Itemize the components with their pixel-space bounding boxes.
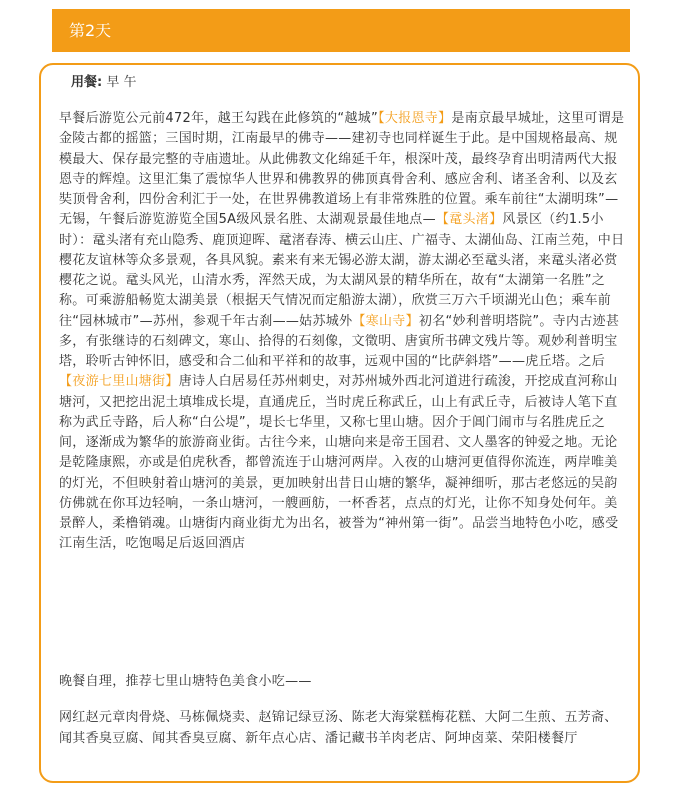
attraction-dabaoen-temple: 【大报恩寺】 — [378, 111, 452, 126]
attraction-shantang-street: 【夜游七里山塘街】 — [59, 374, 179, 390]
attraction-hanshan-temple: 【寒山寺】 — [352, 313, 419, 329]
itinerary-text-2: 是南京最早城址，这里可谓是金陵古都的摇篮；三国时期，江南最早的佛寺——建初寺也同样诞生于此。是中国规格最高、规模最大、保存最完整的寺庙遗址。从此佛教文化绵延千年，根深叶茂，最终孕育出明清两代大报恩寺的辉煌。这里汇集了震惊华人世界和佛教界的佛顶真骨舍利、感应舍利、诸圣舍利、以及玄奘顶骨舍利，四份舍利汇于一处，在世界佛教道场上有非常殊胜的位置。乘车前往“太湖明珠”—无锡，午餐后游览游览全国5A级风景名胜、太湖观景最佳地点— — [59, 111, 625, 228]
itinerary-text-3: 风景区（约1.5小时）：鼋头渚有充山隐秀、鹿顶迎晖、鼋渚春涛、横云山庄、广福寺、太湖仙岛、江南兰苑，中日樱花友谊林等众多景观，各具风貌。素来有来无锡必游太湖，游太湖必至鼋头渚，来鼋头渚必赏樱花之说。鼋头风光，山清水秀，浑然天成，为太湖风景的精华所在，故有“太湖第一名胜”之称。可乘游船畅览太湖美景（根据天气情况而定船游太湖），欣赏三万六千顷湖光山色；乘车前往“园林城市”—苏州，参观千年古刹——姑苏城外 — [59, 212, 625, 329]
food-recommendations: 网红赵元章肉骨烧、马栋佩烧卖、赵锦记绿豆汤、陈老大海棠糕梅花糕、大阿二生煎、五芳斋、闻其香臭豆腐、闻其香臭豆腐、新年点心店、潘记藏书羊肉老店、阿坤卤菜、荣阳楼餐厅 — [59, 710, 618, 746]
meal-value: 早 午 — [106, 75, 137, 90]
meal-info — [71, 73, 136, 93]
attraction-yuantouzhu: 【鼋头渚】 — [435, 212, 503, 228]
itinerary-text-4: 初名“妙利普明塔院”。寺内古迹甚多，有张继诗的石刻碑文，寒山、拾得的石刻像，文徵明、唐寅所书碑文残片等。观妙利普明宝塔，聆听古钟怀旧，感受和合二仙和平祥和的故事，远观中国的“比萨斜塔”——虎丘塔。之后 — [59, 313, 620, 369]
itinerary-text-1: 早餐后游览公元前472年，越王勾践在此修筑的“越城” — [59, 111, 379, 126]
day-label: 第2天 — [69, 21, 112, 40]
itinerary-description — [59, 109, 627, 555]
meal-label: 用餐: — [71, 75, 103, 90]
itinerary-card — [39, 63, 640, 783]
itinerary-text-5: 唐诗人白居易任苏州刺史，对苏州城外西北河道进行疏浚，开挖成直河称山塘河，又把挖出泥土填堆成长堤，直通虎丘，当时虎丘称武丘，山上有武丘寺，后被诗人笔下直称为武丘寺路，后人称“白公堤”，堤长七华里，又称七里山塘。因介于阊门闹市与名胜虎丘之间，逐渐成为繁华的旅游商业街。古往今来，山塘向来是帝王国君、文人墨客的钟爱之地。无论是乾隆康熙，亦或是伯虎秋香，都曾流连于山塘河两岸。入夜的山塘河更值得你流连，两岸唯美的灯光，不但映射着山塘河的美景，更加映射出昔日山塘的繁华，凝神细听，那古老悠远的吴韵仿佛就在你耳边轻响，一条山塘河，一艘画舫，一杯香茗，点点的灯光，让你不知身处何年。美景醉人，柔橹销魂。山塘街内商业街尤为出名，被誉为“神州第一街”。品尝当地特色小吃，感受江南生活，吃饱喝足后返回酒店 — [59, 374, 619, 552]
day-header — [52, 9, 630, 52]
dinner-note: 晚餐自理，推荐七里山塘特色美食小吃—— — [59, 674, 312, 689]
